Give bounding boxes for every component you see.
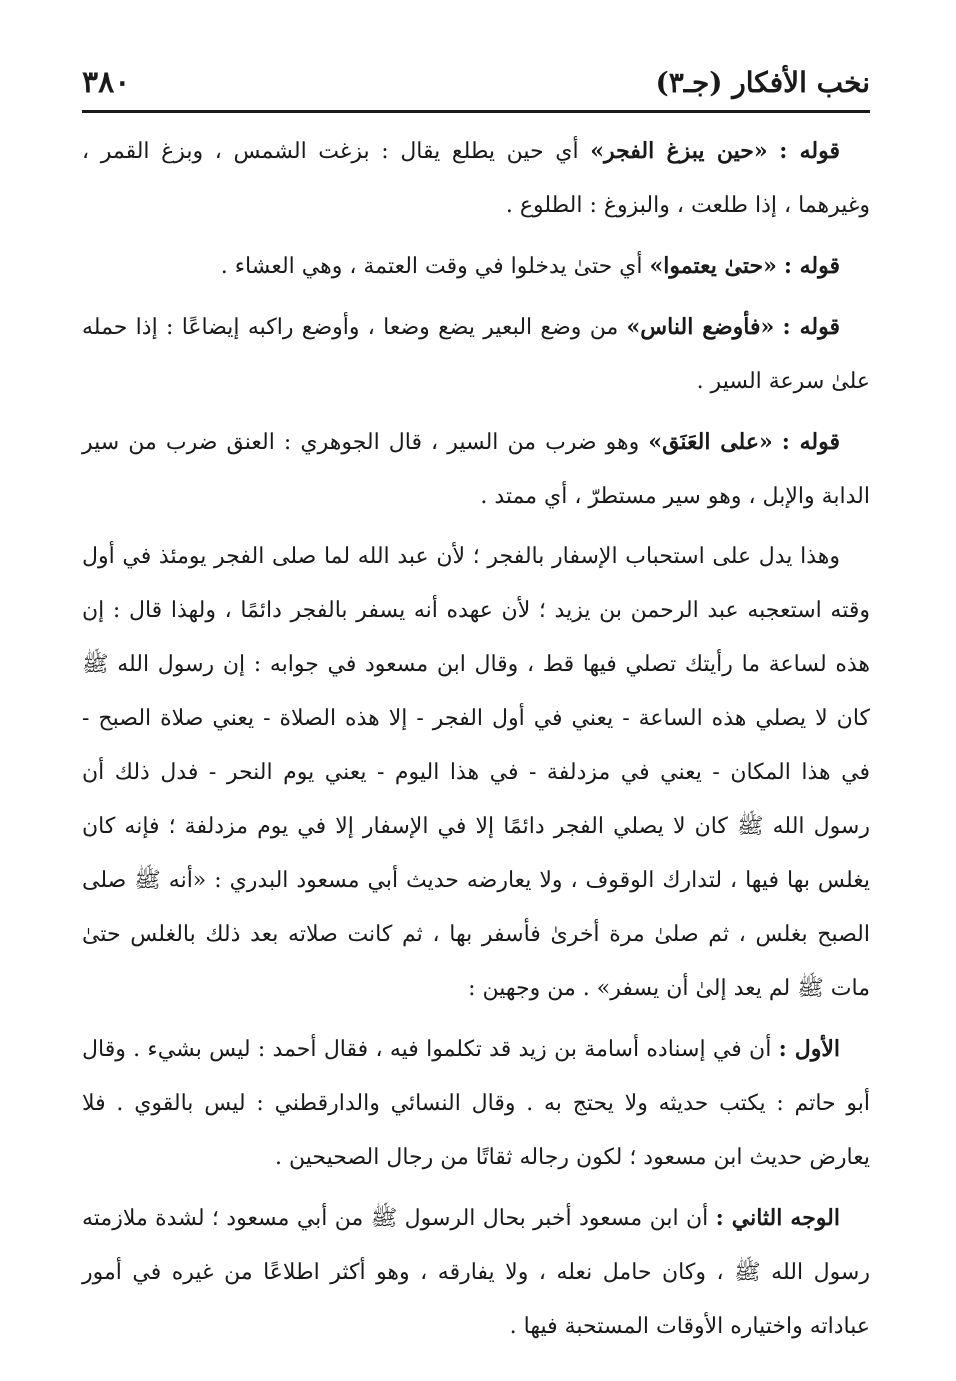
page-number: ٣٨٠ — [82, 64, 131, 100]
paragraph-text: أي حتىٰ يدخلوا في وقت العتمة ، وهي العشاء . — [220, 254, 650, 279]
paragraph-first-reason — [82, 1022, 870, 1185]
header-rule — [82, 110, 870, 113]
paragraph-text: وهو ضرب من السير ، قال الجوهري : العنق ضرب من سير الدابة والإبل ، وهو سير مستطرّ ، أي ممتد . — [82, 430, 870, 509]
paragraph-anaq — [82, 415, 870, 524]
paragraph-quote: «فأوضع الناس» — [626, 314, 775, 340]
paragraph-quote: «على العَنَق» — [648, 429, 773, 455]
paragraph-text: أي حين يطلع يقال : بزغت الشمس ، وبزغ القمر ، وغيرهما ، إذا طلعت ، والبزوغ : الطلوع . — [82, 139, 870, 218]
running-title: نخب الأفكار (جـ٣) — [655, 65, 870, 99]
paragraph-lead: الوجه الثاني : — [715, 1205, 840, 1231]
paragraph-text: من وضع البعير يضع وضعا ، وأوضع راكبه إيضاعًا : إذا حمله علىٰ سرعة السير . — [82, 315, 870, 394]
page-header — [82, 62, 870, 102]
paragraph-lead: قوله : — [782, 314, 841, 340]
paragraph-yutimu — [82, 239, 870, 294]
paragraph-quote: «حتىٰ يعتموا» — [649, 253, 777, 279]
paragraph-awda — [82, 300, 870, 409]
page-body — [82, 124, 870, 1354]
paragraph-isfar — [82, 530, 870, 1016]
paragraph-text: أن في إسناده أسامة بن زيد قد تكلموا فيه ، فقال أحمد : ليس بشيء . وقال أبو حاتم : يكتب حديثه ولا يحتج به . وقال النسائي والدارقطني : ليس بالقوي . فلا يعارض حديث ابن مسعود ؛ لكون رجاله ثقاتًا من رجال الصحيحين . — [82, 1037, 870, 1170]
paragraph-lead: الأول : — [778, 1036, 840, 1062]
paragraph-text: أن ابن مسعود أخبر بحال الرسول ﷺ من أبي مسعود ؛ لشدة ملازمته رسول الله ﷺ ، وكان حامل نعله ، ولا يفارقه ، وهو أكثر اطلاعًا من غيره في أمور عباداته واختياره الأوقات المستحبة فيها . — [82, 1206, 870, 1339]
paragraph-bazagha — [82, 124, 870, 233]
paragraph-lead: قوله : — [781, 429, 840, 455]
paragraph-lead: قوله : — [779, 138, 840, 164]
paragraph-text: وهذا يدل على استحباب الإسفار بالفجر ؛ لأن عبد الله لما صلى الفجر يومئذ في أول وقته استعجبه عبد الرحمن بن يزيد ؛ لأن عهده أنه يسفر بالفجر دائمًا ، ولهذا قال : إن هذه لساعة ما رأيتك تصلي فيها قط ، وقال ابن مسعود في جوابه : إن رسول الله ﷺ كان لا يصلي هذه الساعة - يعني في أول الفجر - إلا هذه الصلاة - يعني صلاة الصبح - في هذا المكان - يعني في مزدلفة - في هذا اليوم - يعني يوم النحر - فدل ذلك أن رسول الله ﷺ كان لا يصلي الفجر دائمًا إلا في الإسفار إلا في يوم مزدلفة ؛ فإنه كان يغلس بها فيها ، لتدارك الوقوف ، ولا يعارضه حديث أبي مسعود البدري : «أنه ﷺ صلى الصبح بغلس ، ثم صلىٰ مرة أخرىٰ فأسفر بها ، ثم كانت صلاته بعد ذلك بالغلس حتىٰ مات ﷺ لم يعد إلىٰ أن يسفر» . من وجهين : — [82, 544, 870, 1001]
paragraph-quote: «حين يبزغ الفجر» — [590, 138, 768, 164]
paragraph-second-reason — [82, 1191, 870, 1354]
paragraph-lead: قوله : — [783, 253, 840, 279]
